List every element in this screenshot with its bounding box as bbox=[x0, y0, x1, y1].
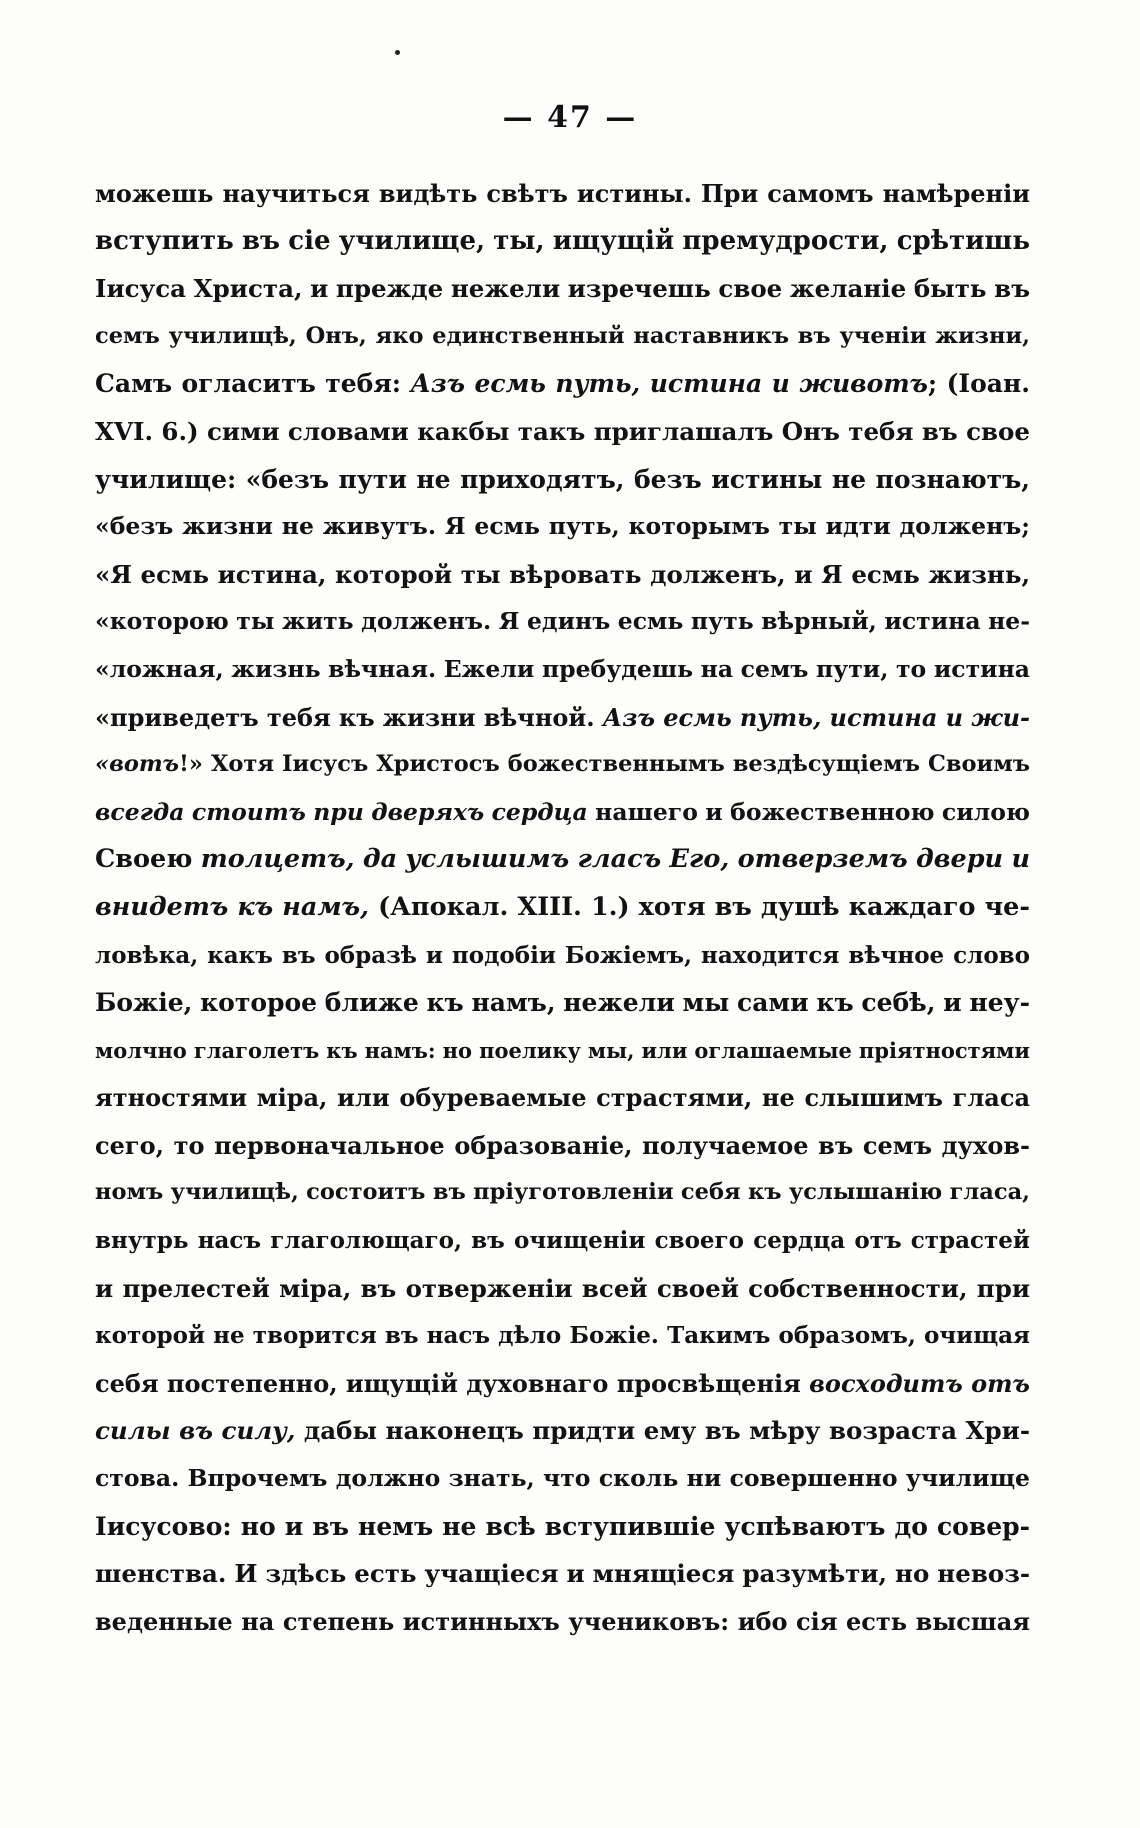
text-line bbox=[95, 646, 1030, 694]
text-segment: !» Хотя Іисусъ Христосъ божественнымъ вездѣсущіемъ Своимъ bbox=[179, 751, 1030, 778]
text-line bbox=[95, 741, 1030, 789]
text-line bbox=[95, 1027, 1030, 1075]
text-line bbox=[95, 1169, 1030, 1217]
text-line bbox=[95, 170, 1030, 218]
text-line bbox=[95, 551, 1030, 599]
text-segment: можешь научиться видѣть свѣтъ истины. При самомъ намѣреніи bbox=[95, 179, 1030, 208]
text-line bbox=[95, 503, 1030, 551]
italic-quote-segment: Азъ есмь путь, истина и животъ bbox=[410, 369, 928, 399]
text-segment: Іисуса Христа, и прежде нежели изречешь свое желаніе быть въ bbox=[95, 274, 1030, 304]
text-segment: «безъ жизни не живутъ. Я есмь путь, которымъ ты идти долженъ; bbox=[95, 512, 1030, 541]
text-line bbox=[95, 1598, 1030, 1646]
text-line bbox=[95, 1407, 1030, 1455]
text-line bbox=[95, 1312, 1030, 1360]
ink-speck bbox=[395, 50, 400, 55]
text-line bbox=[95, 789, 1030, 837]
text-segment: молчно глаголетъ къ намъ: но поелику мы, или оглашаемые пріятностями bbox=[95, 1037, 1030, 1063]
text-segment: и прелестей міра, въ отверженіи всей своей собственности, при bbox=[95, 1273, 1030, 1303]
text-segment: «приведетъ тебя къ жизни вѣчной. bbox=[95, 702, 603, 732]
text-line bbox=[95, 313, 1030, 361]
text-segment: внутрь насъ глаголющаго, въ очищеніи своего сердца отъ страстей bbox=[95, 1227, 1030, 1255]
italic-quote-segment: «вотъ bbox=[95, 751, 180, 778]
italic-quote-segment: всегда стоитъ при дверяхъ сердца bbox=[95, 797, 588, 826]
text-line bbox=[95, 1550, 1030, 1598]
text-segment: стова. Впрочемъ должно знать, что сколь ни совершенно училище bbox=[95, 1464, 1030, 1493]
text-segment: себя постепенно, ищущій духовнаго просвѣщенія bbox=[95, 1368, 810, 1398]
text-line bbox=[95, 979, 1030, 1027]
text-segment: «Я есмь истина, которой ты вѣровать долженъ, и Я есмь жизнь, bbox=[95, 559, 1030, 589]
text-line bbox=[95, 1265, 1030, 1313]
text-line bbox=[95, 1503, 1030, 1551]
text-segment: ятностями міра, или обуреваемые страстями, не слышимъ гласа bbox=[95, 1083, 1030, 1113]
text-segment: XVI. 6.) сими словами какбы такъ приглашалъ Онъ тебя въ свое bbox=[95, 416, 1030, 446]
text-segment: Своею bbox=[95, 844, 201, 875]
text-line bbox=[95, 836, 1030, 884]
text-segment: веденные на степень истинныхъ учениковъ: ибо сія есть высшая bbox=[95, 1606, 1030, 1636]
text-segment: «ложная, жизнь вѣчная. Ежели пребудешь на семъ пути, то истина bbox=[95, 654, 1030, 683]
italic-quote-segment: внидетъ къ намъ, bbox=[95, 891, 370, 922]
text-line bbox=[95, 218, 1030, 266]
text-segment: Самъ огласитъ тебя: bbox=[95, 369, 411, 399]
text-segment: училище: «безъ пути не приходятъ, безъ истины не познаютъ, bbox=[95, 464, 1030, 494]
text-line bbox=[95, 884, 1030, 932]
page-number: — 47 — bbox=[502, 100, 638, 135]
text-line bbox=[95, 1455, 1030, 1503]
text-line bbox=[95, 598, 1030, 646]
text-segment: шенства. И здѣсь есть учащіеся и мнящіеся разумѣти, но невоз- bbox=[95, 1559, 1030, 1589]
text-line bbox=[95, 694, 1030, 742]
italic-quote-segment: силы въ силу, bbox=[95, 1416, 296, 1446]
text-line bbox=[95, 408, 1030, 456]
italic-quote-segment: Азъ есмь путь, истина и жи- bbox=[602, 702, 1031, 732]
text-segment: Іисусово: но и въ немъ не всѣ вступившіе успѣваютъ до совер- bbox=[95, 1511, 1030, 1541]
text-segment: нашего и божественною силою bbox=[587, 797, 1030, 826]
text-line bbox=[95, 456, 1030, 504]
text-segment: ; (Іоан. bbox=[927, 369, 1031, 399]
text-segment: сего, то первоначальное образованіе, получаемое въ семъ духов- bbox=[95, 1130, 1030, 1160]
text-segment: Божіе, которое ближе къ намъ, нежели мы сами къ себѣ, и неу- bbox=[95, 988, 1030, 1018]
text-line bbox=[95, 1122, 1030, 1170]
text-segment: дабы наконецъ придти ему въ мѣру возраста Хри- bbox=[295, 1416, 1030, 1446]
text-segment: семъ училищѣ, Онъ, яко единственный наставникъ въ ученіи жизни, bbox=[95, 322, 1030, 349]
text-segment: вступить въ сіе училище, ты, ищущій премудрости, срѣтишь bbox=[95, 225, 1030, 256]
text-segment: которой не творится въ насъ дѣло Божіе. Такимъ образомъ, очищая bbox=[95, 1322, 1030, 1350]
text-line bbox=[95, 1360, 1030, 1408]
text-segment: (Апокал. XIII. 1.) хотя въ душѣ каждаго че- bbox=[369, 891, 1030, 922]
italic-quote-segment: восходитъ отъ bbox=[809, 1368, 1031, 1398]
text-segment: номъ училищѣ, состоитъ въ пріуготовленіи себя къ услышанію гласа, bbox=[95, 1179, 1030, 1206]
text-line bbox=[95, 1217, 1030, 1265]
text-line bbox=[95, 360, 1030, 408]
text-segment: ловѣка, какъ въ образѣ и подобіи Божіемъ, находится вѣчное слово bbox=[95, 941, 1030, 969]
text-line bbox=[95, 1074, 1030, 1122]
body-text bbox=[95, 170, 1030, 1645]
italic-quote-segment: толцетъ, да услышимъ гласъ Его, отверземъ двери и bbox=[200, 844, 1030, 875]
text-segment: «которою ты жить долженъ. Я единъ есмь путь вѣрный, истина не- bbox=[95, 607, 1030, 636]
text-line bbox=[95, 932, 1030, 980]
text-line bbox=[95, 265, 1030, 313]
